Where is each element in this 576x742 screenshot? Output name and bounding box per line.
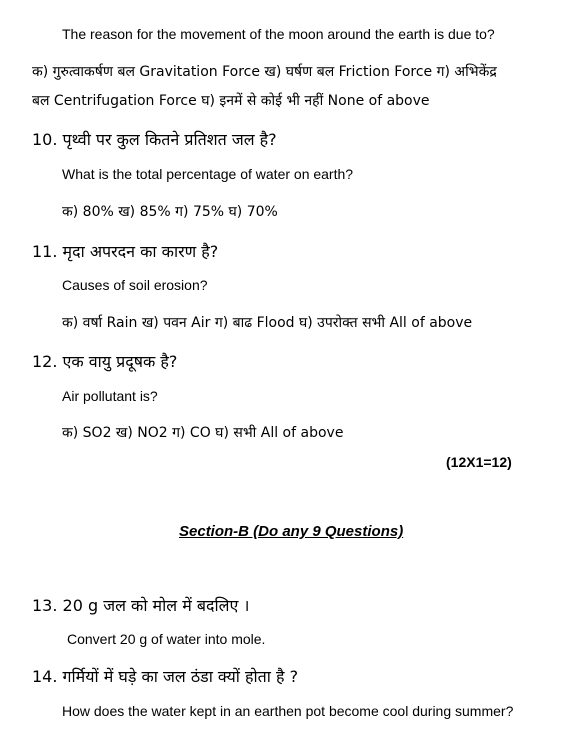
question-11-hindi: 11. मृदा अपरदन का कारण है? <box>32 242 219 261</box>
question-11-english: Causes of soil erosion? <box>62 277 208 293</box>
question-10-hindi: 10. पृथ्वी पर कुल कितने प्रतिशत जल है? <box>32 130 277 149</box>
question-14-hindi: 14. गर्मियों में घड़े का जल ठंडा क्यों होता है ? <box>32 667 299 686</box>
question-11-options: क) वर्षा Rain ख) पवन Air ग) बाढ Flood घ) उपरोक्त सभी All of above <box>62 315 473 331</box>
question-13-english: Convert 20 g of water into mole. <box>67 631 266 647</box>
question-14-english: How does the water kept in an earthen pot become cool during summer? <box>62 703 514 719</box>
section-b-heading: Section-B (Do any 9 Questions) <box>179 523 404 540</box>
moon-options-line-1: क) गुरुत्वाकर्षण बल Gravitation Force ख) घर्षण बल Friction Force ग) अभिकेंद्र <box>32 64 497 80</box>
moon-question-english: The reason for the movement of the moon around the earth is due to? <box>62 26 495 42</box>
question-12-hindi: 12. एक वायु प्रदूषक है? <box>32 352 178 371</box>
moon-options-line-2: बल Centrifugation Force घ) इनमें से कोई भी नहीं None of above <box>32 93 430 109</box>
question-10-english: What is the total percentage of water on earth? <box>62 166 354 182</box>
marks-total: (12X1=12) <box>446 454 512 470</box>
question-13-hindi: 13. 20 g जल को मोल में बदलिए । <box>32 596 250 615</box>
question-12-english: Air pollutant is? <box>62 388 158 404</box>
question-12-options: क) SO2 ख) NO2 ग) CO घ) सभी All of above <box>62 425 344 441</box>
question-10-options: क) 80% ख) 85% ग) 75% घ) 70% <box>62 204 278 220</box>
